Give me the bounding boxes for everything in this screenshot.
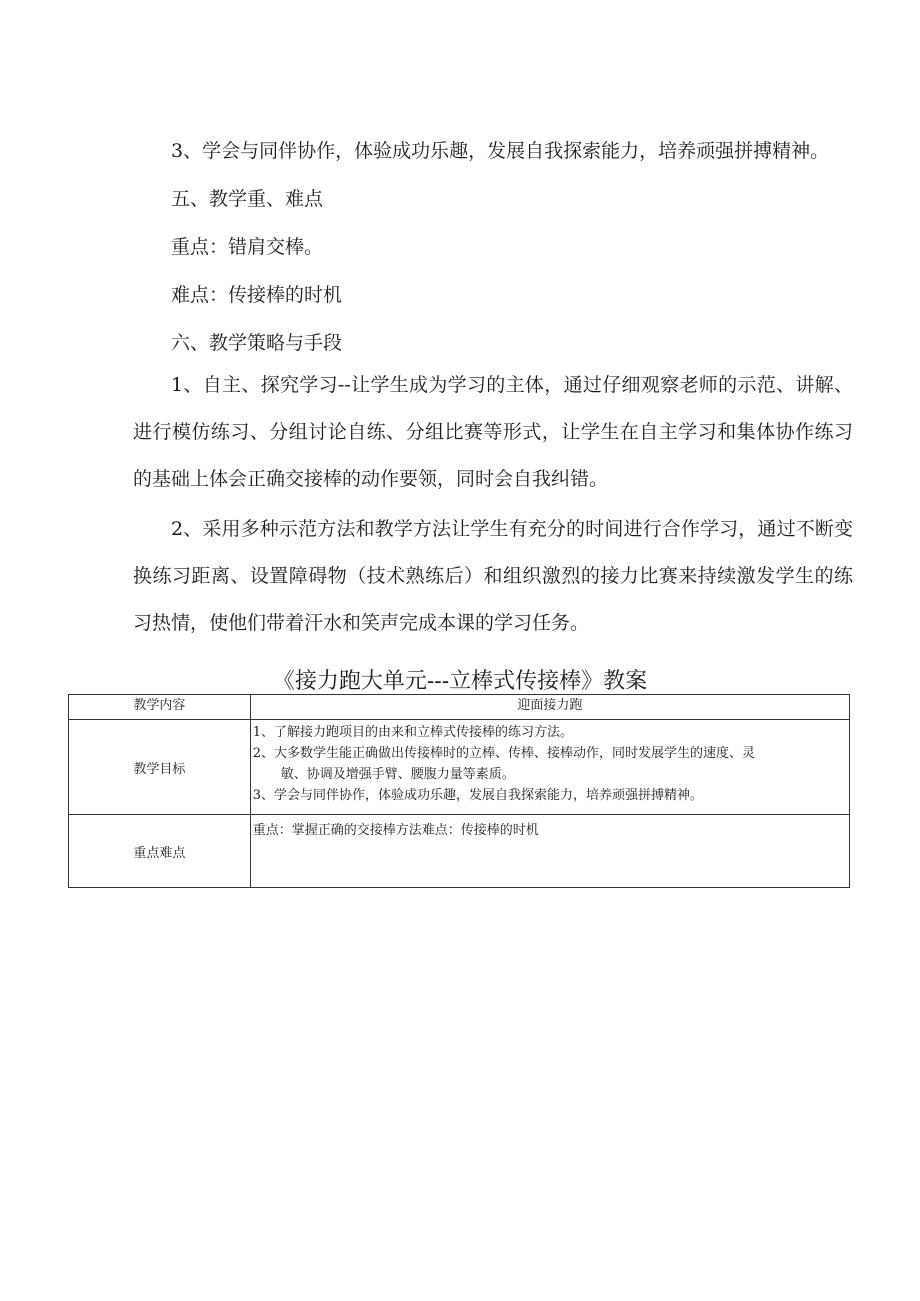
strategy-1: 1、自主、探究学习--让学生成为学习的主体，通过仔细观察老师的示范、讲解、进行模仿练习、分组讨论自练、分组比赛等形式，让学生在自主学习和集体协作练习的基础上体会正确交接棒的动作要领，同时会自我纠错。 <box>133 374 853 490</box>
section-6-heading: 六、教学策略与手段 <box>171 332 343 354</box>
row-value: 迎面接力跑 <box>250 695 849 720</box>
row-value: 重点：掌握正确的交接棒方法难点：传接棒的时机 <box>252 823 539 838</box>
table-row <box>69 815 850 888</box>
list-item: 敏、协调及增强手臂、腰腹力量等素质。 <box>280 767 515 782</box>
lesson-plan-title: 《接力跑大单元---立棒式传接棒》教案 <box>272 669 648 694</box>
difficult-point: 难点：传接棒的时机 <box>171 284 343 306</box>
key-point: 重点：错肩交棒。 <box>171 236 324 258</box>
objective-3: 3、学会与同伴协作，体验成功乐趣，发展自我探索能力，培养顽强拼搏精神。 <box>171 140 830 162</box>
strategy-2: 2、采用多种示范方法和教学方法让学生有充分的时间进行合作学习，通过不断变换练习距离、设置障碍物（技术熟练后）和组织激烈的接力比赛来持续激发学生的练习热情，使他们带着汗水和笑声完成本课的学习任务。 <box>133 518 853 634</box>
objectives-list <box>251 720 849 808</box>
table-row <box>69 695 850 720</box>
lesson-plan-table <box>68 694 850 888</box>
row-label: 教学目标 <box>69 720 251 815</box>
section-5-heading: 五、教学重、难点 <box>171 188 324 210</box>
row-label: 重点难点 <box>69 815 251 888</box>
list-item: 1、了解接力跑项目的由来和立棒式传接棒的练习方法。 <box>252 725 574 740</box>
row-label: 教学内容 <box>69 695 251 720</box>
table-row <box>69 720 850 815</box>
list-item: 3、学会与同伴协作，体验成功乐趣，发展自我探索能力，培养顽强拼搏精神。 <box>252 788 704 803</box>
list-item: 2、大多数学生能正确做出传接棒时的立棒、传棒、接棒动作，同时发展学生的速度、灵 <box>252 746 756 761</box>
